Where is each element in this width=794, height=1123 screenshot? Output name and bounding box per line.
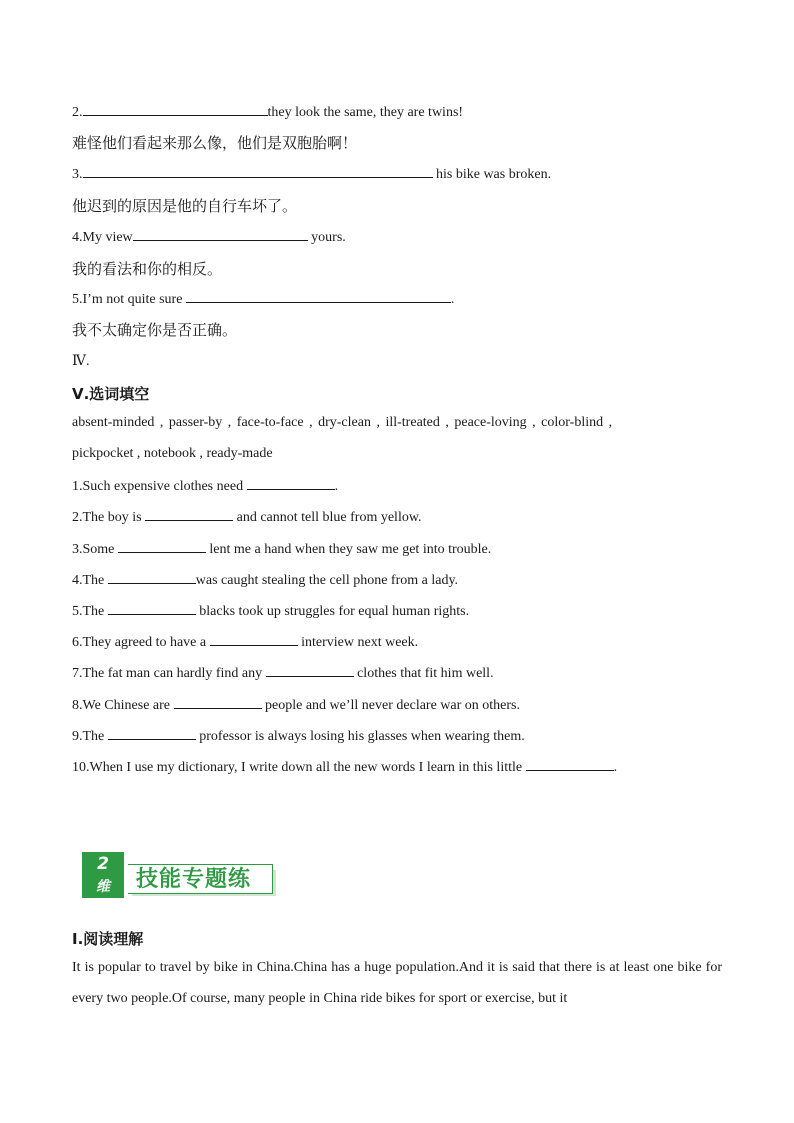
badge-label: 维 (96, 879, 110, 895)
banner-title: 技能专题练 (136, 867, 252, 892)
reading-passage: It is popular to travel by bike in China.China has a huge population.And it is said that there is at least one bike for every two people.Of course, many people in China ride bikes for sport or exercise, but it (72, 960, 722, 1006)
word-bank-line-2: pickpocket , notebook , ready-made (72, 446, 273, 461)
answer-blank[interactable] (174, 696, 262, 709)
answer-blank[interactable] (83, 165, 433, 178)
blank-item-10: 10.When I use my dictionary, I write down all the new words I learn in this little . (72, 760, 618, 775)
blank-item-4: 4.The was caught stealing the cell phone from a lady. (72, 573, 459, 588)
section-iv-heading: Ⅳ. (72, 354, 90, 369)
badge-number: 2 (97, 854, 109, 874)
blank-item-9: 9.The professor is always losing his glasses when wearing them. (72, 729, 525, 744)
answer-blank[interactable] (247, 477, 335, 490)
translation-item-4: 4.My view yours. (72, 230, 346, 245)
translation-item-5: 5.I’m not quite sure . (72, 292, 455, 307)
answer-blank[interactable] (145, 508, 233, 521)
answer-blank[interactable] (266, 664, 354, 677)
blank-item-5: 5.The blacks took up struggles for equal human rights. (72, 604, 470, 619)
section-v-heading: Ⅴ.选词填空 (72, 385, 150, 403)
answer-blank[interactable] (108, 602, 196, 615)
translation-cn-5: 我不太确定你是否正确。 (72, 321, 238, 339)
answer-blank[interactable] (526, 758, 614, 771)
answer-blank[interactable] (210, 633, 298, 646)
answer-blank[interactable] (108, 571, 196, 584)
blank-item-7: 7.The fat man can hardly find any clothes that fit him well. (72, 666, 494, 681)
section-i-heading: Ⅰ.阅读理解 (72, 930, 144, 948)
banner-badge (82, 852, 124, 898)
answer-blank[interactable] (118, 540, 206, 553)
translation-item-2: 2. they look the same, they are twins! (72, 105, 464, 120)
blank-item-3: 3.Some lent me a hand when they saw me get into trouble. (72, 542, 492, 557)
answer-blank[interactable] (133, 228, 308, 241)
answer-blank[interactable] (186, 290, 451, 303)
word-bank-line-1: absent-minded , passer-by , face-to-face , dry-clean , ill-treated , peace-loving , color-blind , (72, 415, 613, 430)
blank-item-2: 2.The boy is and cannot tell blue from yellow. (72, 510, 422, 525)
translation-item-3: 3. his bike was broken. (72, 167, 552, 182)
translation-cn-3: 他迟到的原因是他的自行车坏了。 (72, 197, 298, 215)
translation-cn-4: 我的看法和你的相反。 (72, 260, 223, 278)
blank-item-1: 1.Such expensive clothes need . (72, 479, 339, 494)
blank-item-6: 6.They agreed to have a interview next week. (72, 635, 419, 650)
translation-cn-2: 难怪他们看起来那么像，他们是双胞胎啊！ (72, 134, 358, 152)
answer-blank[interactable] (83, 103, 268, 116)
section-banner (82, 852, 278, 898)
blank-item-8: 8.We Chinese are people and we’ll never declare war on others. (72, 698, 520, 713)
answer-blank[interactable] (108, 727, 196, 740)
